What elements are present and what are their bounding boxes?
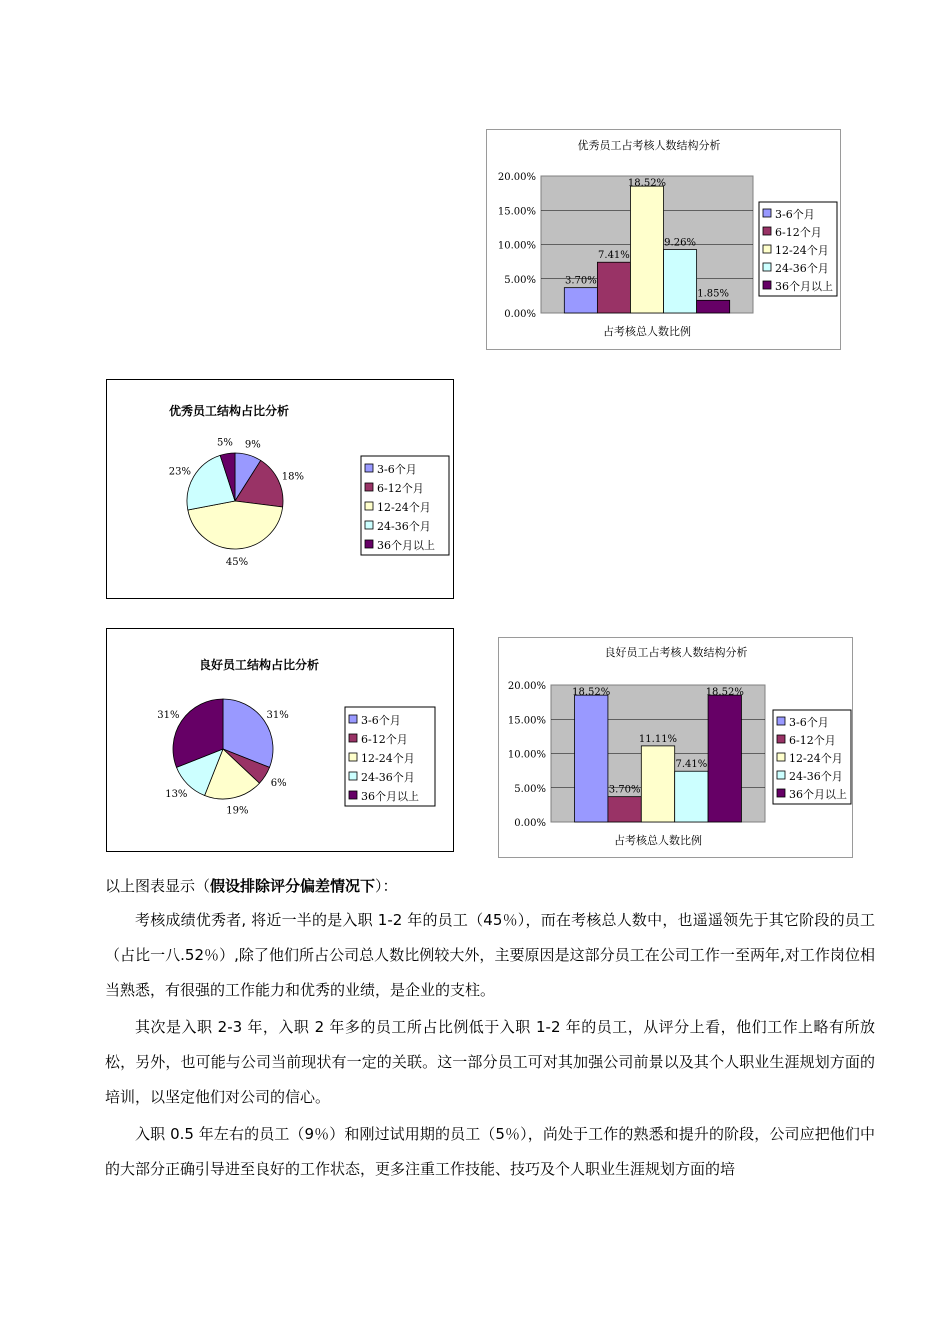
pie-slice xyxy=(188,501,283,549)
slice-label: 18% xyxy=(281,471,305,483)
excellent-bar-chart-svg xyxy=(487,130,842,351)
good-bar-chart-svg xyxy=(499,638,854,859)
legend-label: 24-36个月 xyxy=(377,520,431,533)
paragraph-2: 其次是入职 2-3 年，入职 2 年多的员工所占比例低于入职 1-2 年的员工，从评分上看，他们工作上略有所放松，另外，也可能与公司当前现状有一定的关联。这一部分员工可对其加强公司前景以及其个人职业生涯规划方面的培训，以坚定他们对公司的信心。 xyxy=(105,1018,875,1106)
legend-label: 3-6个月 xyxy=(361,714,401,727)
good-pie-chart-svg xyxy=(107,629,455,853)
slice-label: 5% xyxy=(217,437,233,449)
legend-label: 12-24个月 xyxy=(361,752,415,765)
legend-label: 36个月以上 xyxy=(361,790,419,803)
good-bar-chart xyxy=(498,637,853,858)
legend-label: 3-6个月 xyxy=(377,463,417,476)
bar xyxy=(564,288,597,313)
legend-swatch xyxy=(365,521,373,529)
legend-label: 6-12个月 xyxy=(789,734,836,747)
legend-label: 24-36个月 xyxy=(775,262,829,275)
legend-label: 12-24个月 xyxy=(775,244,829,257)
excellent-pie-chart-svg xyxy=(107,380,455,600)
slice-label: 19% xyxy=(226,805,249,817)
legend-swatch xyxy=(365,464,373,472)
legend-label: 24-36个月 xyxy=(361,771,415,784)
summary-heading xyxy=(105,871,398,901)
data-label: 7.41% xyxy=(675,759,708,771)
x-axis-label: 占考核总人数比例 xyxy=(614,834,702,847)
data-label: 7.41% xyxy=(598,250,630,262)
legend-label: 12-24个月 xyxy=(789,752,843,765)
legend-swatch xyxy=(763,263,771,271)
legend-label: 36个月以上 xyxy=(775,280,833,293)
legend-swatch xyxy=(365,502,373,510)
legend-swatch xyxy=(777,789,785,797)
legend-label: 6-12个月 xyxy=(361,733,408,746)
bar xyxy=(675,771,708,822)
legend-swatch xyxy=(365,483,373,491)
legend-label: 6-12个月 xyxy=(775,226,822,239)
summary-heading-prefix: 以上图表显示（ xyxy=(105,877,211,895)
excellent-bar-chart xyxy=(486,129,841,350)
slice-label: 6% xyxy=(270,778,287,790)
y-tick-label: 10.00% xyxy=(507,749,546,761)
chart-title: 良好员工占考核人数结构分析 xyxy=(604,646,748,659)
legend-swatch xyxy=(777,717,785,725)
slice-label: 45% xyxy=(225,556,249,568)
legend-swatch xyxy=(349,715,357,723)
slice-label: 31% xyxy=(157,710,180,722)
data-label: 18.52% xyxy=(572,687,611,698)
y-tick-label: 5.00% xyxy=(514,783,546,795)
bar xyxy=(664,250,697,313)
bar xyxy=(597,262,630,313)
bar xyxy=(641,746,674,822)
legend-swatch xyxy=(763,245,771,253)
legend-label: 36个月以上 xyxy=(789,788,847,801)
legend-label: 24-36个月 xyxy=(789,770,843,783)
excellent-pie-chart xyxy=(106,379,454,599)
legend-swatch xyxy=(777,753,785,761)
slice-label: 23% xyxy=(168,466,192,478)
legend-swatch xyxy=(777,771,785,779)
slice-label: 13% xyxy=(165,788,188,800)
legend-label: 36个月以上 xyxy=(377,539,435,552)
legend-swatch xyxy=(365,540,373,548)
x-axis-label: 占考核总人数比例 xyxy=(603,325,691,338)
y-tick-label: 15.00% xyxy=(497,206,536,218)
legend-swatch xyxy=(763,209,771,217)
data-label: 18.52% xyxy=(627,178,667,189)
legend-label: 6-12个月 xyxy=(377,482,424,495)
legend-label: 3-6个月 xyxy=(775,208,815,221)
good-pie-chart xyxy=(106,628,454,852)
paragraph-1: 考核成绩优秀者, 将近一半的是入职 1-2 年的员工（45％），而在考核总人数中，也遥遥领先于其它阶段的员工（占比一八.52％）,除了他们所占公司总人数比例较大外，主要原因是这部分员工在公司工作一至两年,对工作岗位相当熟悉，有很强的工作能力和优秀的业绩，是企业的支柱。 xyxy=(105,911,875,999)
summary-heading-bold: 假设排除评分偏差情况下 xyxy=(210,877,376,895)
legend-label: 12-24个月 xyxy=(377,501,431,514)
y-tick-label: 0.00% xyxy=(514,818,546,829)
slice-label: 31% xyxy=(266,710,289,722)
data-label: 3.70% xyxy=(608,784,641,796)
bar xyxy=(697,300,730,313)
bar xyxy=(630,186,663,313)
slice-label: 9% xyxy=(244,439,261,451)
data-label: 1.85% xyxy=(697,288,730,300)
y-tick-label: 20.00% xyxy=(497,172,536,183)
y-tick-label: 20.00% xyxy=(507,681,546,692)
legend-swatch xyxy=(349,791,357,799)
bar xyxy=(708,695,741,822)
legend-swatch xyxy=(763,281,771,289)
data-label: 11.11% xyxy=(638,733,678,745)
chart-title: 良好员工结构占比分析 xyxy=(198,658,320,672)
legend-swatch xyxy=(349,734,357,742)
bar xyxy=(608,797,641,822)
y-tick-label: 10.00% xyxy=(497,240,536,252)
y-tick-label: 15.00% xyxy=(507,715,546,727)
bar xyxy=(575,695,608,822)
chart-title: 优秀员工结构占比分析 xyxy=(168,404,290,418)
legend-swatch xyxy=(349,753,357,761)
data-label: 9.26% xyxy=(664,237,696,249)
paragraph-3: 入职 0.5 年左右的员工（9％）和刚过试用期的员工（5％），尚处于工作的熟悉和提升的阶段，公司应把他们中的大部分正确引导进至良好的工作状态，更多注重工作技能、技巧及个人职业生涯规划方面的培 xyxy=(105,1125,875,1178)
data-label: 3.70% xyxy=(564,275,597,287)
legend-label: 3-6个月 xyxy=(789,716,829,729)
summary-heading-suffix: ）： xyxy=(375,877,398,895)
data-label: 18.52% xyxy=(705,687,744,698)
y-tick-label: 0.00% xyxy=(504,309,536,320)
y-tick-label: 5.00% xyxy=(504,274,536,286)
legend-swatch xyxy=(777,735,785,743)
chart-title: 优秀员工占考核人数结构分析 xyxy=(577,139,721,152)
legend-swatch xyxy=(349,772,357,780)
legend-swatch xyxy=(763,227,771,235)
